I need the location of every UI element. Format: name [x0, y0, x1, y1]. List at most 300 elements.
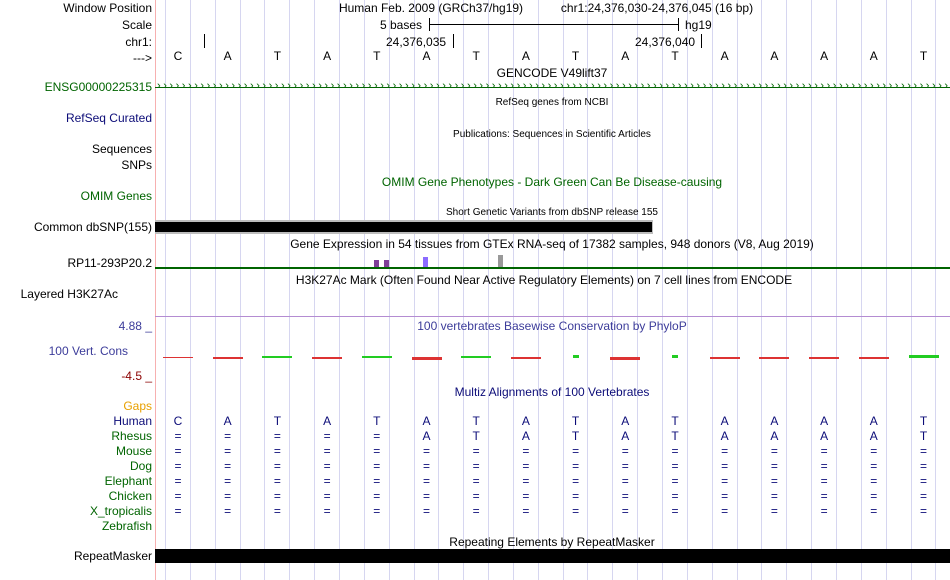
alignment-base: = [721, 444, 729, 458]
strand-arrow-glyph: › [436, 80, 440, 92]
phylop-min-label: -4.5 _ [121, 369, 152, 383]
alignment-base: A [223, 414, 232, 428]
alignment-base: = [273, 474, 281, 488]
strand-arrow-glyph: › [504, 80, 508, 92]
alignment-base: = [572, 459, 580, 473]
strand-arrow-glyph: › [659, 80, 663, 92]
strand-arrow-glyph: › [479, 80, 484, 92]
species-label[interactable]: Dog [129, 459, 152, 473]
strand-arrow-glyph: › [919, 80, 924, 92]
publications-sequences-label[interactable]: Sequences [91, 142, 152, 156]
phylop-score-mark[interactable] [859, 357, 889, 359]
alignment-base: = [770, 459, 778, 473]
strand-arrow-glyph: › [380, 80, 384, 92]
alignment-base: = [174, 489, 182, 503]
strand-arrow-glyph: › [181, 80, 186, 92]
phylop-score-mark[interactable] [213, 357, 243, 359]
species-label[interactable]: Chicken [108, 489, 152, 503]
alignment-base: A [820, 414, 829, 428]
strand-arrow-glyph: › [355, 80, 360, 92]
omim-track-label[interactable]: OMIM Genes [80, 189, 152, 203]
alignment-base: T [373, 414, 381, 428]
alignment-base: = [373, 459, 381, 473]
strand-arrow-glyph: › [888, 80, 893, 92]
strand-arrow-glyph: › [349, 80, 353, 92]
chr-label: chr1: [125, 35, 152, 49]
alignment-base: = [621, 474, 629, 488]
strand-arrow-glyph: › [646, 80, 651, 92]
scale-db: hg19 [685, 18, 712, 32]
alignment-base: T [919, 429, 928, 443]
phylop-score-mark[interactable] [461, 356, 491, 358]
alignment-base: = [422, 504, 430, 518]
phylop-track-label[interactable]: 100 Vert. Cons [48, 344, 128, 358]
strand-arrow-glyph: › [882, 80, 887, 92]
strand-arrow-glyph: › [231, 80, 236, 92]
base-letter: A [820, 49, 829, 63]
alignment-base: = [323, 444, 331, 458]
strand-arrow-glyph: › [510, 80, 515, 92]
alignment-base: = [422, 474, 430, 488]
gtex-gene-line [155, 267, 950, 269]
alignment-base: = [422, 489, 430, 503]
alignment-base: = [373, 504, 381, 518]
alignment-base: = [224, 474, 232, 488]
strand-arrow-glyph: › [857, 80, 862, 92]
strand-arrow-glyph: › [361, 80, 366, 92]
alignment-base: = [323, 474, 331, 488]
alignment-base: = [572, 504, 580, 518]
base-letter: T [273, 49, 282, 63]
strand-arrow-glyph: › [634, 80, 639, 92]
alignment-base: A [820, 429, 829, 443]
alignment-base: = [323, 429, 331, 443]
alignment-base: = [721, 459, 729, 473]
strand-arrow-glyph: › [553, 80, 558, 92]
alignment-base: = [770, 489, 778, 503]
alignment-base: = [273, 459, 281, 473]
base-letter: C [173, 49, 183, 63]
alignment-base: = [472, 459, 480, 473]
alignment-base: = [870, 444, 878, 458]
alignment-base: = [820, 444, 828, 458]
strand-arrow-glyph: › [566, 80, 570, 92]
strand-arrow-glyph: › [274, 80, 279, 92]
strand-arrow-glyph: › [801, 80, 806, 92]
phylop-max-label: 4.88 _ [118, 319, 152, 333]
strand-arrow-glyph: › [814, 80, 818, 92]
phylop-score-mark[interactable] [362, 356, 392, 358]
h3k27ac-track-label[interactable]: Layered H3K27Ac [20, 287, 118, 301]
base-letter: T [373, 49, 381, 63]
phylop-score-mark[interactable] [573, 355, 579, 358]
alignment-base: A [621, 414, 630, 428]
species-label[interactable]: Zebrafish [101, 519, 152, 533]
alignment-base: T [571, 429, 580, 443]
strand-arrow-glyph: › [721, 80, 725, 92]
scale-text: 5 bases [380, 18, 423, 32]
strand-arrow-glyph: › [473, 80, 477, 92]
strand-arrow-glyph: › [336, 80, 341, 92]
strand-arrow-glyph: › [591, 80, 595, 92]
strand-arrow-glyph: › [398, 80, 403, 92]
strand-arrow-glyph: › [584, 80, 589, 92]
assembly-title: Human Feb. 2009 (GRCh37/hg19) [338, 1, 524, 15]
gtex-track-title: Gene Expression in 54 tissues from GTEx RNA-seq of 17382 samples, 948 donors (V8, Aug 2019) [290, 237, 814, 251]
strand-arrow-glyph: › [318, 80, 322, 92]
strand-arrow-glyph: › [944, 80, 949, 92]
scale-bar-right-tick [678, 18, 679, 31]
phylop-score-mark[interactable] [672, 355, 678, 358]
base-letter: A [770, 49, 779, 63]
alignment-base: = [820, 489, 828, 503]
alignment-base: = [373, 474, 381, 488]
strand-arrow-glyph: › [491, 80, 496, 92]
phylop-score-mark[interactable] [163, 357, 193, 358]
alignment-base: = [621, 489, 629, 503]
base-letter: A [323, 49, 332, 63]
strand-arrow-glyph: › [839, 80, 843, 92]
strand-arrow-glyph: › [795, 80, 800, 92]
strand-arrow-glyph: › [169, 80, 174, 92]
strand-arrow-glyph: › [733, 80, 738, 92]
alignment-base: = [870, 474, 878, 488]
strand-arrow-glyph: › [386, 80, 391, 92]
alignment-base: = [422, 444, 430, 458]
repeatmasker-element-bar[interactable] [155, 549, 950, 563]
alignment-base: T [919, 414, 928, 428]
alignment-base: A [621, 429, 630, 443]
strand-arrow-glyph: › [907, 80, 911, 92]
strand-arrow-glyph: › [212, 80, 217, 92]
base-letter: T [671, 49, 679, 63]
strand-arrow-glyph: › [615, 80, 620, 92]
alignment-base: = [820, 504, 828, 518]
alignment-base: A [770, 429, 779, 443]
strand-arrow-glyph: › [727, 80, 732, 92]
strand-arrow-glyph: › [826, 80, 831, 92]
strand-arrow-glyph: › [392, 80, 397, 92]
strand-arrow-glyph: › [200, 80, 205, 92]
alignment-base: = [721, 504, 729, 518]
species-label[interactable]: Mouse [115, 444, 152, 458]
strand-arrow-glyph: › [845, 80, 849, 92]
alignment-base: = [174, 429, 182, 443]
alignment-base: = [472, 489, 480, 503]
alignment-base: = [472, 444, 480, 458]
strand-arrow-glyph: › [597, 80, 601, 92]
strand-arrow-glyph: › [312, 80, 316, 92]
alignment-base: = [323, 459, 331, 473]
gencode-track-label[interactable]: ENSG00000225315 [44, 80, 152, 94]
strand-arrow-glyph: › [832, 80, 837, 92]
strand-arrow-glyph: › [913, 80, 918, 92]
alignment-base: = [522, 459, 530, 473]
strand-arrow-glyph: › [764, 80, 769, 92]
strand-arrow-glyph: › [770, 80, 775, 92]
gtex-expression-bar[interactable] [384, 260, 389, 267]
alignment-base: = [572, 444, 580, 458]
alignment-base: = [621, 504, 629, 518]
base-letter: T [571, 49, 580, 63]
alignment-base: = [273, 504, 281, 518]
alignment-base: T [273, 414, 282, 428]
alignment-base: = [621, 459, 629, 473]
strand-arrow-glyph: › [739, 80, 744, 92]
alignment-base: A [770, 414, 779, 428]
species-label[interactable]: Elephant [104, 474, 152, 488]
dbsnp-track-title: Short Genetic Variants from dbSNP release 155 [446, 207, 658, 218]
strand-arrow-glyph: › [374, 80, 378, 92]
alignment-base: A [323, 414, 332, 428]
alignment-base: A [869, 429, 878, 443]
alignment-base: = [671, 444, 679, 458]
alignment-base: = [721, 489, 729, 503]
strand-arrow-glyph: › [640, 80, 645, 92]
strand-arrow-glyph: › [423, 80, 428, 92]
h3k27ac-baseline [155, 316, 950, 317]
phylop-track-title: 100 vertebrates Basewise Conservation by PhyloP [417, 319, 687, 333]
alignment-base: = [919, 489, 927, 503]
alignment-base: A [720, 414, 729, 428]
strand-arrow-glyph: › [417, 80, 422, 92]
alignment-base: = [323, 489, 331, 503]
alignment-base: T [472, 414, 480, 428]
strand-arrow-glyph: › [256, 80, 260, 92]
strand-arrow-glyph: › [752, 80, 756, 92]
alignment-base: = [373, 489, 381, 503]
strand-arrow-glyph: › [572, 80, 577, 92]
strand-arrow-glyph: › [535, 80, 539, 92]
strand-arrow-glyph: › [578, 80, 583, 92]
strand-arrow-glyph: › [522, 80, 527, 92]
phylop-score-mark[interactable] [312, 357, 342, 359]
species-label[interactable]: Rhesus [111, 429, 152, 443]
refseq-track-title: RefSeq genes from NCBI [495, 97, 609, 108]
strand-arrow-glyph: › [367, 80, 372, 92]
alignment-base: = [919, 444, 927, 458]
base-letter: A [869, 49, 878, 63]
alignment-base: = [671, 474, 679, 488]
phylop-score-mark[interactable] [511, 357, 541, 359]
strand-arrow-glyph: › [684, 80, 688, 92]
alignment-base: = [224, 429, 232, 443]
strand-arrow-glyph: › [622, 80, 626, 92]
strand-arrow-glyph: › [485, 80, 490, 92]
multiz-track-title: Multiz Alignments of 100 Vertebrates [454, 385, 650, 399]
strand-arrow-glyph: › [938, 80, 942, 92]
strand-arrow-glyph: › [901, 80, 905, 92]
strand-arrow-glyph: › [498, 80, 502, 92]
alignment-base: = [422, 459, 430, 473]
strand-arrow-glyph: › [851, 80, 856, 92]
coord-tick-2-label: 24,376,040 [635, 35, 696, 49]
strand-arrow-glyph: › [305, 80, 310, 92]
alignment-base: = [671, 459, 679, 473]
alignment-base: = [870, 504, 878, 518]
repeatmasker-track-label[interactable]: RepeatMasker [73, 549, 152, 563]
alignment-base: A [521, 429, 530, 443]
alignment-base: = [373, 429, 381, 443]
alignment-base: = [770, 444, 778, 458]
alignment-base: T [671, 414, 679, 428]
refseq-track-label[interactable]: RefSeq Curated [65, 111, 152, 125]
strand-arrow-glyph: › [281, 80, 285, 92]
coord-tick-2-mark [701, 34, 702, 48]
strand-arrow-glyph: › [194, 80, 198, 92]
gtex-expression-bar[interactable] [498, 255, 503, 267]
gencode-track-title: GENCODE V49lift37 [496, 66, 608, 80]
repeatmasker-track-title: Repeating Elements by RepeatMasker [449, 535, 655, 549]
publications-snps-label[interactable]: SNPs [121, 158, 152, 172]
coord-tick-left-mark [204, 34, 205, 48]
strand-arrow-glyph: › [206, 80, 211, 92]
gtex-expression-bar[interactable] [374, 260, 379, 267]
alignment-base: = [174, 504, 182, 518]
alignment-base: = [919, 459, 927, 473]
strand-arrow-glyph: › [808, 80, 812, 92]
strand-arrow-glyph: › [758, 80, 763, 92]
alignment-base: = [174, 459, 182, 473]
strand-arrow-glyph: › [460, 80, 465, 92]
strand-arrow-glyph: › [429, 80, 434, 92]
strand-arrow-glyph: › [925, 80, 930, 92]
strand-arrow-glyph: › [454, 80, 459, 92]
strand-arrow-glyph: › [343, 80, 347, 92]
position-title: chr1:24,376,030-24,376,045 (16 bp) [560, 1, 754, 15]
window-position-label: Window Position [63, 1, 152, 15]
multiz-gaps-label[interactable]: Gaps [123, 399, 152, 413]
strand-arrow-glyph: › [163, 80, 167, 92]
scale-label: Scale [121, 18, 152, 32]
strand-arrow-glyph: › [789, 80, 794, 92]
alignment-base: = [919, 474, 927, 488]
strand-arrow-glyph: › [665, 80, 670, 92]
alignment-base: = [671, 489, 679, 503]
species-label[interactable]: X_tropicalis [89, 504, 152, 518]
alignment-base: A [422, 429, 431, 443]
strand-arrow-glyph: › [225, 80, 229, 92]
alignment-base: = [174, 444, 182, 458]
alignment-base: = [273, 444, 281, 458]
alignment-base: T [571, 414, 580, 428]
strand-arrow-glyph: › [876, 80, 880, 92]
strand-arrow-glyph: › [262, 80, 267, 92]
strand-arrow-glyph: › [677, 80, 682, 92]
strand-arrow-glyph: › [863, 80, 868, 92]
strand-arrow-glyph: › [820, 80, 825, 92]
strand-arrow-glyph: › [175, 80, 180, 92]
strand-arrow-glyph: › [653, 80, 657, 92]
alignment-base: = [671, 504, 679, 518]
strand-arrow-glyph: › [529, 80, 533, 92]
phylop-score-mark[interactable] [610, 357, 640, 360]
alignment-base: = [572, 474, 580, 488]
alignment-base: = [522, 489, 530, 503]
alignment-base: = [919, 504, 927, 518]
alignment-base: = [621, 444, 629, 458]
strand-arrow-glyph: › [448, 80, 453, 92]
alignment-base: = [224, 504, 232, 518]
alignment-base: = [273, 489, 281, 503]
strand-arrow-label: ---> [133, 51, 152, 65]
alignment-base: A [422, 414, 431, 428]
phylop-score-mark[interactable] [262, 356, 292, 358]
strand-arrow-glyph: › [894, 80, 899, 92]
browser-track-area[interactable] [155, 0, 950, 580]
coord-tick-1-label: 24,376,035 [386, 35, 447, 49]
alignment-base: = [770, 504, 778, 518]
base-letter: A [720, 49, 729, 63]
strand-arrow-glyph: › [268, 80, 273, 92]
alignment-base: = [373, 444, 381, 458]
base-letter: A [422, 49, 431, 63]
strand-arrow-glyph: › [777, 80, 781, 92]
phylop-score-mark[interactable] [759, 357, 789, 359]
alignment-base: = [522, 444, 530, 458]
dbsnp-variant-bar[interactable] [155, 222, 652, 232]
strand-arrow-glyph: › [696, 80, 701, 92]
strand-arrow-glyph: › [157, 80, 161, 92]
alignment-base: = [770, 474, 778, 488]
strand-arrow-glyph: › [603, 80, 608, 92]
phylop-score-mark[interactable] [710, 357, 740, 359]
alignment-base: = [721, 474, 729, 488]
alignment-base: = [522, 504, 530, 518]
strand-arrow-glyph: › [708, 80, 713, 92]
strand-arrow-glyph: › [609, 80, 614, 92]
strand-arrow-glyph: › [746, 80, 750, 92]
alignment-base: = [224, 444, 232, 458]
species-label[interactable]: Human [113, 414, 152, 428]
gtex-expression-bar[interactable] [423, 257, 428, 267]
strand-arrow-glyph: › [405, 80, 409, 92]
alignment-base: C [173, 414, 183, 428]
strand-arrow-glyph: › [715, 80, 719, 92]
base-letter: A [223, 49, 232, 63]
strand-arrow-glyph: › [560, 80, 564, 92]
alignment-base: T [671, 429, 679, 443]
strand-arrow-glyph: › [932, 80, 936, 92]
strand-arrow-glyph: › [628, 80, 632, 92]
strand-arrow-glyph: › [243, 80, 248, 92]
phylop-score-mark[interactable] [909, 355, 939, 358]
alignment-base: = [174, 474, 182, 488]
strand-arrow-glyph: › [547, 80, 552, 92]
alignment-base: A [521, 414, 530, 428]
base-letter: A [621, 49, 630, 63]
strand-arrow-glyph: › [467, 80, 471, 92]
phylop-score-mark[interactable] [809, 357, 839, 359]
h3k27ac-track-title: H3K27Ac Mark (Often Found Near Active Regulatory Elements) on 7 cell lines from ENCODE [295, 273, 793, 287]
phylop-score-mark[interactable] [412, 357, 442, 360]
strand-arrow-glyph: › [324, 80, 329, 92]
base-letter: A [521, 49, 530, 63]
base-letter: T [919, 49, 928, 63]
strand-arrow-glyph: › [411, 80, 415, 92]
strand-arrow-glyph: › [783, 80, 787, 92]
strand-arrow-glyph: › [870, 80, 874, 92]
scale-bar-left-tick [429, 18, 430, 31]
strand-arrow-glyph: › [188, 80, 192, 92]
strand-arrow-glyph: › [250, 80, 254, 92]
alignment-base: = [820, 459, 828, 473]
scale-bar [429, 24, 678, 25]
strand-arrow-glyph: › [293, 80, 298, 92]
alignment-base: A [720, 429, 729, 443]
dbsnp-track-label[interactable]: Common dbSNP(155) [33, 220, 152, 234]
gtex-track-label[interactable]: RP11-293P20.2 [67, 256, 152, 270]
